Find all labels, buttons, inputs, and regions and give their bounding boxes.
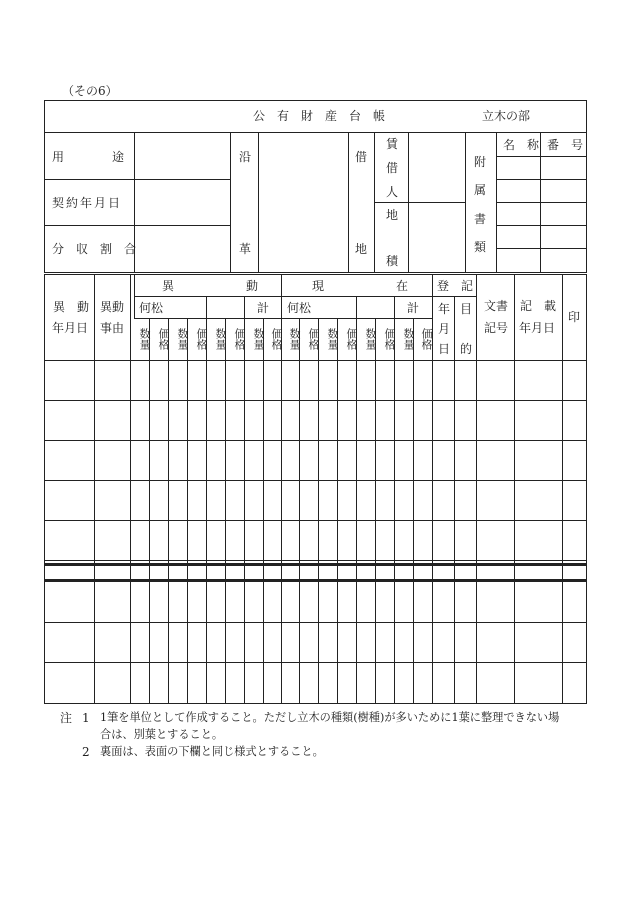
label-price: 価格	[270, 328, 283, 350]
group-registration: 登 記	[437, 279, 474, 293]
label-share-ratio: 分 収 割 合	[52, 242, 137, 256]
note-1-number: 1	[82, 711, 90, 725]
note-1-continued: 合は、別葉とすること。	[100, 728, 224, 741]
ledger-title: 公 有 財 産 台 帳	[253, 109, 386, 123]
label-history-top: 沿	[239, 150, 252, 164]
label-quantity: 数量	[402, 328, 415, 350]
label-attached-number: 番 号	[547, 138, 584, 152]
label-attached-1: 附	[474, 155, 487, 169]
label-lessee-3: 人	[386, 185, 399, 199]
label-attached-3: 書	[474, 212, 487, 226]
label-attached-4: 類	[474, 240, 487, 254]
group-change: 異 動	[162, 279, 259, 293]
note-1-text: 1筆を単位として作成すること。ただし立木の種類(樹種)が多いために1葉に整理できない場	[100, 711, 560, 724]
label-quantity: 数量	[176, 328, 189, 350]
col-change-reason-1: 異動	[100, 300, 125, 314]
label-quantity: 数量	[364, 328, 377, 350]
label-contract-date: 契約年月日	[52, 196, 123, 210]
label-attached-name: 名 称	[503, 138, 540, 152]
col-entry-date-1: 記 載	[520, 299, 557, 313]
col-reg-date-2: 月	[438, 322, 451, 336]
label-quantity: 数量	[214, 328, 227, 350]
col-reg-date-3: 日	[438, 342, 451, 356]
label-quantity: 数量	[326, 328, 339, 350]
label-quantity: 数量	[288, 328, 301, 350]
page-label: （その6）	[62, 84, 118, 98]
label-lessee-2: 借	[386, 161, 399, 175]
label-history-bottom: 革	[239, 242, 252, 256]
note-2-text: 裏面は、表面の下欄と同じ様式とすること。	[100, 745, 324, 758]
col-doc-number-1: 文書	[484, 299, 509, 313]
label-price: 価格	[157, 328, 170, 350]
label-quantity: 数量	[138, 328, 151, 350]
col-reg-purpose-2: 的	[460, 342, 473, 356]
label-price: 価格	[233, 328, 246, 350]
label-lease-top: 借	[355, 150, 368, 164]
col-total-change: 計	[257, 301, 270, 315]
col-total-current: 計	[407, 301, 420, 315]
col-seal: 印	[568, 310, 581, 324]
col-change-reason-2: 事由	[100, 321, 125, 335]
notes-prefix: 注	[60, 711, 73, 725]
col-reg-purpose-1: 目	[460, 302, 473, 316]
group-current: 現 在	[312, 279, 409, 293]
label-lessee-1: 賃	[386, 137, 399, 151]
col-species-change: 何松	[139, 301, 164, 315]
col-species-current: 何松	[287, 301, 312, 315]
col-reg-date-1: 年	[438, 302, 451, 316]
col-change-date-2: 年月日	[52, 321, 89, 335]
label-price: 価格	[420, 328, 433, 350]
col-doc-number-2: 記号	[484, 321, 509, 335]
note-2-number: 2	[82, 745, 90, 759]
label-price: 価格	[345, 328, 358, 350]
label-price: 価格	[307, 328, 320, 350]
col-change-date-1: 異 動	[53, 300, 90, 314]
label-price: 価格	[195, 328, 208, 350]
label-purpose: 用 途	[52, 150, 125, 164]
label-quantity: 数量	[252, 328, 265, 350]
label-lease-bottom: 地	[355, 242, 368, 256]
label-price: 価格	[383, 328, 396, 350]
label-land-area-2: 積	[386, 254, 399, 268]
col-entry-date-2: 年月日	[519, 321, 556, 335]
ledger-subtitle: 立木の部	[482, 109, 531, 123]
label-attached-2: 属	[474, 183, 487, 197]
label-land-area-1: 地	[386, 208, 399, 222]
